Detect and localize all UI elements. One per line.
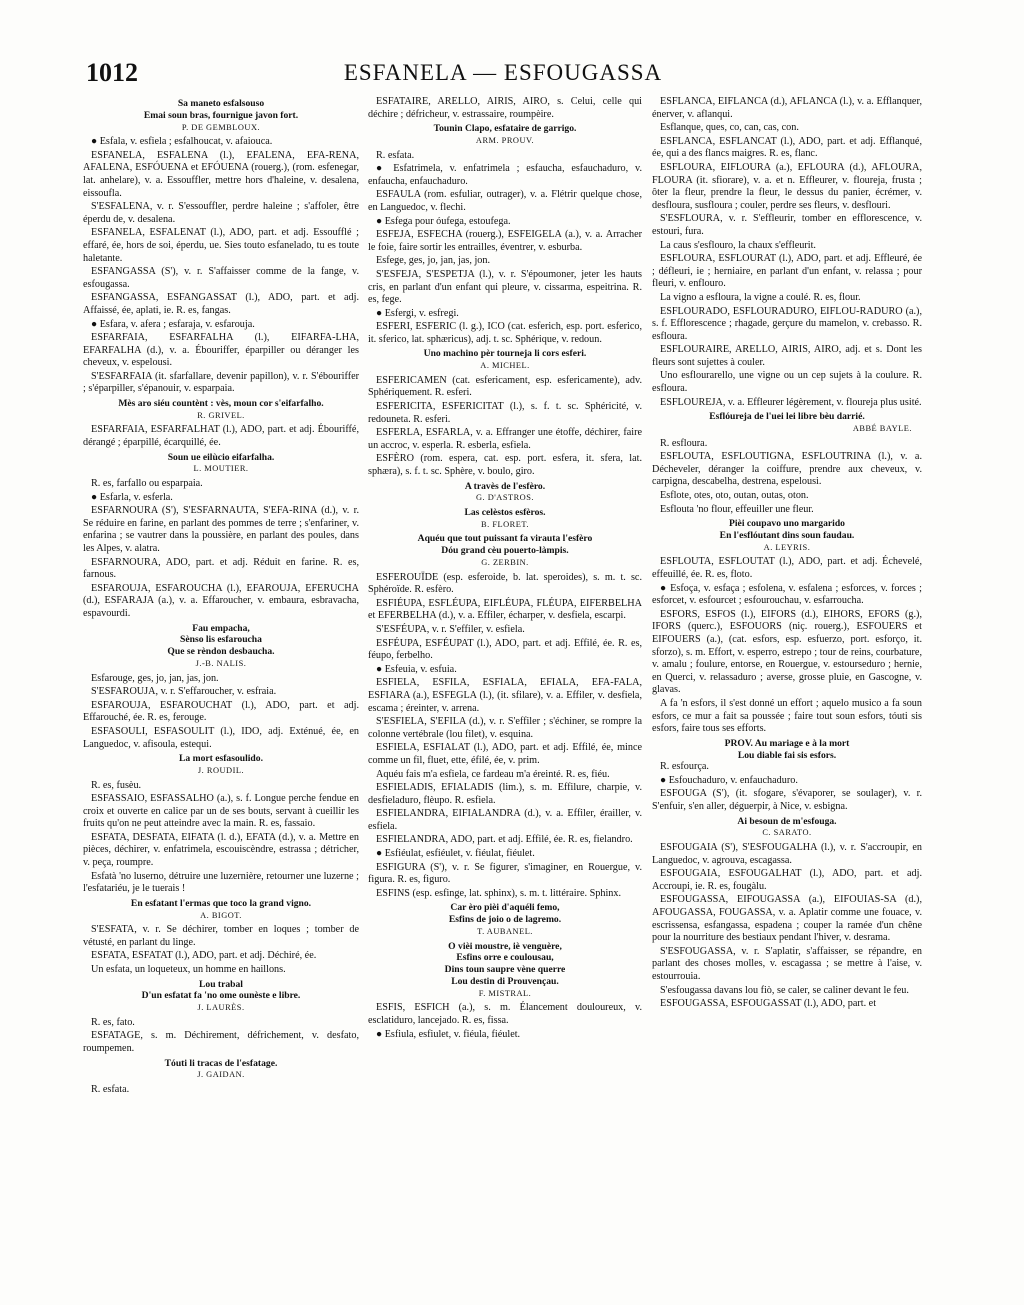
verse-line: En esfatant l'ermas que toco la grand vigno. bbox=[130, 897, 312, 909]
quotation-verse bbox=[83, 1058, 359, 1070]
entry-paragraph: ESFAROUJA, ESFAROUCHAT (l.), ADO, part. et adj. Effarouché, ée. R. es, ferouge. bbox=[83, 699, 359, 724]
verse-line: Soun ue eilùcio eifarfalha. bbox=[167, 451, 275, 463]
entry-paragraph: R. esfata. bbox=[91, 1083, 130, 1095]
verse-line: Pièi coupavo uno margarido bbox=[729, 518, 845, 530]
verse-line: En l'esflóutant dins soun faudau. bbox=[719, 530, 855, 541]
column-right bbox=[652, 96, 922, 1256]
entry-paragraph: ESFERI, ESFERIC (l. g.), ICO (cat. esferich, esp. port. esferico, it. sferico, lat. sphæricus), adj. t. sc. Sphérique, v. redoun. bbox=[368, 321, 642, 345]
quotation-verse bbox=[368, 507, 642, 519]
entry-paragraph: ESFERICITA, ESFERICITAT (l.), s. f. t. sc. Sphéricité, v. redouneta. R. esferi. bbox=[368, 401, 642, 425]
entry-paragraph: ● Esfarla, v. esferla. bbox=[91, 491, 173, 503]
verse-line: Sènso lis esfaroucha bbox=[180, 634, 262, 646]
entry-paragraph: A fa 'n esfors, il s'est donné un effort ; aquelo musico a fa soun esfors, ce mur a fait sa poussée ; faire tout soun esfors, tóuti sis esfors, faire tous ses efforts. bbox=[652, 697, 922, 735]
quotation-source: ARM. PROUV. bbox=[475, 135, 535, 145]
entry-paragraph: ESFERICAMEN (cat. esfericament, esp. esfericamente), adv. Sphériquement. R. esferi. bbox=[368, 374, 642, 399]
entry-paragraph: Esfarouge, ges, jo, jan, jas, jon. bbox=[91, 672, 219, 684]
entry-paragraph: ESFARNOURA (S'), S'ESFARNAUTA, S'EFA-RINA (d.), v. r. Se réduire en farine, en parlant des pommes de terre ; s'enfariner, v. enfarina ; se vautrer dans la poussière, en parlant des poules, dans les Alpes, v. alatra. bbox=[83, 505, 359, 554]
entry-paragraph: ● Esfatrimela, v. enfatrimela ; esfaucha, esfauchaduro, v. enfaucha, enfauchaduro. bbox=[368, 163, 642, 187]
entry-paragraph: Esflanque, ques, co, can, cas, con. bbox=[660, 122, 799, 134]
quotation-source: J.-B. NALIS. bbox=[195, 658, 247, 668]
entry-paragraph: ESFATAIRE, ARELLO, AIRIS, AIRO, s. Celui, celle qui déchire ; défricheur, v. estrassaire, roumpèire. bbox=[368, 96, 642, 120]
quotation-source: P. DE GEMBLOUX. bbox=[181, 122, 261, 132]
quotation-source: R. GRIVEL. bbox=[197, 410, 245, 420]
entry-paragraph: ESFANELA, ESFALENAT (l.), ADO, part. et adj. Essoufflé ; effaré, ée, hors de soi, éperdu, ue. Sies touto esfanelado, tu es toute haletante. bbox=[83, 227, 359, 264]
entry-paragraph: ESFASOULI, ESFASOULIT (l.), IDO, adj. Exténué, ée, en Languedoc, v. afisoula, estequi. bbox=[83, 725, 359, 750]
entry-paragraph: S'ESFATA, v. r. Se déchirer, tomber en loques ; tomber de vétusté, en parlant du linge. bbox=[83, 924, 359, 948]
quotation-source: C. SARATO. bbox=[762, 828, 812, 838]
quotation-verse bbox=[83, 398, 359, 410]
entry-paragraph: S'ESFALENA, v. r. S'essouffler, perdre haleine ; s'affoler, être éperdu de, v. desalena. bbox=[83, 201, 359, 225]
verse-line: Esfins de joio o de lagremo. bbox=[448, 914, 562, 926]
quotation-source: A. BIGOT. bbox=[200, 910, 242, 920]
entry-paragraph: ESFERLA, ESFARLA, v. a. Effranger une étoffe, déchirer, faire un accroc, v. esperla. R. esberla, esfiela. bbox=[368, 427, 642, 451]
entry-paragraph: R. esfourça. bbox=[660, 761, 709, 773]
entry-paragraph: ESFLOURAIRE, ARELLO, AIRIS, AIRO, adj. et s. Dont les fleurs sont sujettes à couler. bbox=[652, 344, 922, 368]
verse-line: Sa maneto esfalsouso bbox=[177, 98, 265, 109]
entry-paragraph: R. es, fusèu. bbox=[91, 779, 142, 791]
entry-paragraph: ● Esfiula, esfiulet, v. fiéula, fiéulet. bbox=[376, 1028, 521, 1040]
quotation-source: J. LAURÈS. bbox=[197, 1003, 245, 1013]
verse-line: Tóuti li tracas de l'esfatage. bbox=[164, 1057, 278, 1069]
entry-paragraph: ● Esfouchaduro, v. enfauchaduro. bbox=[660, 774, 798, 786]
verse-line: Lou diable fai sis esfors. bbox=[737, 749, 837, 761]
entry-paragraph: ESFLOUREJA, v. a. Effleurer légèrement, v. floureja plus usité. bbox=[660, 396, 922, 408]
quotation-verse bbox=[83, 898, 359, 910]
verse-line: Uno machino pèr tourneja li cors esferi. bbox=[423, 348, 587, 360]
quotation-verse bbox=[652, 411, 922, 423]
quotation-verse bbox=[83, 623, 359, 658]
entry-paragraph: S'ESFARFAIA (it. sfarfallare, devenir papillon), v. r. S'ébouriffer ; s'éparpiller, s'épanouir, v. esparpaia. bbox=[83, 370, 359, 395]
entry-paragraph: ESFLOUTA, ESFLOUTIGNA, ESFLOUTRINA (l.), v. a. Décheveler, déranger la coiffure, prendre aux cheveux, v. carpigna, descabelha, destrena, espelousi. bbox=[652, 451, 922, 488]
entry-paragraph: ESFOUGAIA, ESFOUGALHAT (l.), ADO, part. et adj. Accroupi, ie. R. es, fougàlu. bbox=[652, 868, 922, 892]
entry-paragraph: S'ESFAROUJA, v. r. S'effaroucher, v. esfraia. bbox=[91, 686, 277, 698]
entry-paragraph: ESFINS (esp. esfinge, lat. sphinx), s. m. t. littéraire. Sphinx. bbox=[376, 887, 622, 899]
entry-paragraph: Aquéu fais m'a esfiela, ce fardeau m'a éreinté. R. es, fiéu. bbox=[376, 768, 610, 780]
entry-paragraph: ESFANGASSA, ESFANGASSAT (l.), ADO, part. et adj. Affaissé, ée, aplati, ie. R. es, fangas. bbox=[83, 292, 359, 316]
quotation-verse bbox=[652, 816, 922, 828]
entry-paragraph: ● Esfega pour óufega, estoufega. bbox=[376, 215, 511, 227]
entry-paragraph: Esfege, ges, jo, jan, jas, jon. bbox=[376, 255, 491, 267]
entry-paragraph: La vigno a esfloura, la vigne a coulé. R. es, flour. bbox=[660, 291, 861, 303]
verse-line: Dóu grand cèu pouerto-làmpis. bbox=[441, 545, 569, 557]
quotation-verse bbox=[83, 98, 359, 122]
entry-paragraph: ESFATAGE, s. m. Déchirement, défrichement, v. desfato, roumpemen. bbox=[83, 1030, 359, 1054]
entry-paragraph: R. esfata. bbox=[376, 149, 415, 161]
quotation-source: J. GAIDAN. bbox=[197, 1070, 245, 1080]
entry-paragraph: S'ESFLOURA, v. r. S'effleurir, tomber en efflorescence, v. estouri, fura. bbox=[652, 213, 922, 237]
entry-paragraph: ESFEJA, ESFECHA (rouerg.), ESFEIGELA (a.), v. a. Arracher le foie, faire sortir les entrailles, éventrer, v. esburba. bbox=[368, 229, 642, 253]
entry-paragraph: ESFIÉUPA, ESFLÉUPA, EIFLÉUPA, FLÉUPA, EIFERBELHA et EFERBELHA (d.), v. a. Effiler, écharper, v. desfiela, escarpi. bbox=[368, 597, 642, 622]
entry-paragraph: La caus s'esflouro, la chaux s'effleurit. bbox=[660, 239, 816, 251]
verse-line: Esfins orre e coulousau, bbox=[456, 952, 554, 964]
entry-paragraph: ● Esfiéulat, esfiéulet, v. fiéulat, fiéulet. bbox=[376, 848, 535, 860]
quotation-source: A. MICHEL. bbox=[480, 361, 530, 371]
entry-paragraph: ESFARFAIA, ESFARFALHA (l.), EIFARFA-LHA, EFARFALHA (d.), v. a. Ébouriffer, éparpiller ou déranger les cheveux, v. espelousi. bbox=[83, 332, 359, 369]
verse-line: Emai soun bras, fournigue javon fort. bbox=[143, 109, 299, 121]
entry-paragraph: ESFOUGASSA, ESFOUGASSAT (l.), ADO, part. et bbox=[660, 998, 877, 1010]
verse-line: La mort esfasoulido. bbox=[179, 753, 263, 765]
entry-paragraph: Esflouta 'no flour, effeuiller une fleur. bbox=[660, 503, 814, 515]
entry-paragraph: ESFIELA, ESFILA, ESFIALA, EFIALA, EFA-FALA, ESFIARA (a.), ESFEGLA (l.), (it. sfilare), v. a. Effiler, v. desfiela, escama ; éreinter, v. arrena. bbox=[368, 677, 642, 714]
verse-line: Car èro pièi d'aquéli femo, bbox=[450, 902, 560, 914]
verse-line: Ai besoun de m'esfouga. bbox=[737, 815, 837, 827]
entry-paragraph: ESFARNOURA, ADO, part. et adj. Réduit en farine. R. es, farnous. bbox=[83, 556, 359, 581]
entry-paragraph: ESFIELADIS, EFIALADIS (lim.), s. m. Effilure, charpie, v. desfieladuro, flèupo. R. esfiela. bbox=[368, 782, 642, 806]
quotation-source: J. ROUDIL. bbox=[197, 765, 245, 775]
entry-paragraph: S'ESFEJA, S'ESPETJA (l.), v. r. S'époumoner, jeter les hauts cris, en parlant d'un enfant qui pleure, v. cissarma, espeitrina. R. es, fege. bbox=[368, 268, 642, 306]
verse-line: D'un esfatat fa 'no ome ounèste e libre. bbox=[141, 990, 301, 1002]
entry-paragraph: ESFIELANDRA, ADO, part. et adj. Effilé, ée. R. es, fielandro. bbox=[376, 834, 633, 846]
entry-paragraph: ESFIS, ESFICH (a.), s. m. Élancement douloureux, v. esclatiduro, lancejado. R. es, fissa. bbox=[368, 1002, 642, 1026]
entry-paragraph: ESFLANCA, ESFLANCAT (l.), ADO, part. et adj. Efflanqué, ée, qui a des flancs maigres. R. es, flanc. bbox=[652, 135, 922, 160]
quotation-source: F. MISTRAL. bbox=[478, 988, 532, 998]
verse-line: Que se rèndon desbaucha. bbox=[167, 646, 275, 658]
entry-paragraph: ESFASSAIO, ESFASSALHO (a.), s. f. Longue perche fendue en croix et ouverte en calice par un de ses bouts, servant à cueillir les fruits qu'on ne peut atteindre avec la main. R. es, fassaio. bbox=[83, 793, 359, 830]
entry-paragraph: R. es, fato. bbox=[91, 1016, 135, 1028]
entry-paragraph: ESFLANCA, EIFLANCA (d.), AFLANCA (l.), v. a. Efflanquer, énerver, v. aflanqui. bbox=[652, 96, 922, 120]
entry-paragraph: S'ESFÉUPA, v. r. S'effiler, v. esfiela. bbox=[376, 623, 525, 635]
entry-paragraph: Esfatà 'no luserno, détruire une luzernière, retourner une luzerne ; l'esfatariéu, je le tuerais ! bbox=[83, 870, 359, 895]
quotation-source: G. D'ASTROS. bbox=[475, 493, 534, 503]
quotation-source: B. FLORET. bbox=[481, 519, 529, 529]
entry-paragraph: Un esfata, un loqueteux, un homme en haillons. bbox=[91, 964, 286, 976]
entry-paragraph: R. esfloura. bbox=[660, 437, 708, 449]
entry-paragraph: ESFATA, DESFATA, EIFATA (l. d.), EFATA (d.), v. a. Mettre en pièces, déchirer, v. enfatrimela, escouiscèndre, estrassa ; détricher, v. peça, roumpre. bbox=[83, 831, 359, 869]
entry-paragraph: ESFLOURA, EIFLOURA (a.), EFLOURA (d.), AFLOURA, FLOURA (it. sfiorare), v. a. et n. Effleurer, v. floureja, frusta ; ôter la fleur, prendre la fleur, le dessus du panier, écrémer, v. desfloura, susfloura ; couler, perdre ses fleurs, v. desflouri. bbox=[652, 161, 922, 211]
verse-line: Mès aro siéu countènt : vès, moun cor s'eifarfalho. bbox=[118, 398, 324, 410]
verse-line: PROV. Au mariage e à la mort bbox=[724, 737, 850, 749]
entry-paragraph: ● Esfara, v. afera ; esfaraja, v. esfarouja. bbox=[91, 318, 255, 330]
verse-line: Tounin Clapo, esfataire de garrigo. bbox=[433, 123, 577, 135]
quotation-verse bbox=[83, 979, 359, 1003]
entry-paragraph: ● Esfergi, v. esfregi. bbox=[376, 307, 459, 319]
quotation-verse bbox=[368, 533, 642, 557]
quotation-verse bbox=[368, 481, 642, 493]
verse-line: Dins toun saupre vène querre bbox=[444, 964, 566, 976]
entry-paragraph: ● Esfoça, v. esfaça ; esfolena, v. esfalena ; esforces, v. forces ; esforcet, v. esfourcet ; esfourouchau, v. esfarroucha. bbox=[652, 582, 922, 607]
quotation-verse bbox=[368, 941, 642, 988]
verse-line: Aquéu que tout puissant fa virauta l'esfèro bbox=[417, 533, 593, 545]
entry-paragraph: ESFIELANDRA, EIFIALANDRA (d.), v. a. Effiler, érailler, v. esfiela. bbox=[368, 808, 642, 832]
entry-paragraph: R. es, farfallo ou esparpaia. bbox=[91, 478, 203, 490]
entry-paragraph: ESFAROUJA, ESFAROUCHA (l.), EFAROUJA, EFERUCHA (d.), ESFARAJA (a.), v. a. Effaroucher, v. embaura, esbravacha, espavourdi. bbox=[83, 582, 359, 619]
verse-line: Lou trabal bbox=[199, 978, 243, 990]
entry-paragraph: ESFEROUÏDE (esp. esferoide, b. lat. speroides), s. m. t. sc. Sphéroïde. R. esfèro. bbox=[368, 571, 642, 596]
entry-paragraph: ESFÉUPA, ESFÉUPAT (l.), ADO, part. et adj. Effilé, ée. R. es, féupo, ferbelho. bbox=[368, 637, 642, 662]
entry-paragraph: S'ESFIELA, S'EFILA (d.), v. r. S'effiler ; s'échiner, se rompre la colonne vertébrale (lou filet), v. esquina. bbox=[368, 716, 642, 740]
running-title: ESFANELA — ESFOUGASSA bbox=[343, 60, 663, 85]
quotation-source: L. MOUTIER. bbox=[193, 464, 249, 474]
column-middle bbox=[368, 96, 642, 1256]
entry-paragraph: ● Esfeuia, v. esfuia. bbox=[376, 663, 457, 675]
verse-line: Lou destin di Prouvençau. bbox=[451, 976, 559, 988]
page-number: 1012 bbox=[86, 58, 138, 87]
verse-line: Esflóureja de l'uei lei libre bèu darrié. bbox=[709, 411, 865, 423]
verse-line: A travès de l'esfèro. bbox=[464, 480, 546, 492]
quotation-source: ABBÉ BAYLE. bbox=[852, 424, 912, 434]
verse-line: O vièi moustre, iè venguère, bbox=[448, 940, 562, 952]
quotation-verse bbox=[368, 902, 642, 926]
entry-paragraph: ESFLOUTA, ESFLOUTAT (l.), ADO, part. et adj. Échevelé, effeuillé, ée. R. es, floto. bbox=[652, 556, 922, 580]
entry-paragraph: ESFLOURA, ESFLOURAT (l.), ADO, part. et adj. Effleuré, ée ; défleuri, ie ; herniaire, en parlant d'un enfant, v. relassa ; pour fleuri, v. enflouro. bbox=[652, 253, 922, 290]
entry-paragraph: ESFAULA (rom. esfuliar, outrager), v. a. Flétrir quelque chose, en Languedoc, v. flechi. bbox=[368, 189, 642, 213]
entry-paragraph: ESFORS, ESFOS (l.), EIFORS (d.), EIHORS, EFORS (g.), IFORS (querc.), ESFOUORS (niç. rouerg.), ESFOUERS et EIFOUERS (a.), (cat. esfors, esp. esfuerzo, port. esforço, it. sforzo), s. m. Effort, v. esperro, estrepo ; tour de reins, courbature, v. amalu ; foulure, entorse, en Rouergue, v. estourseduro ; hernie, en Querci, v. relassaduro ; averse, grosse pluie, en Gascogne, v. glavas. bbox=[652, 608, 922, 696]
quotation-source: T. AUBANEL. bbox=[477, 927, 533, 937]
entry-paragraph: S'ESFOUGASSA, v. r. S'aplatir, s'affaisser, se répandre, en parlant des choses molles, v. escagassa ; se mettre à l'aise, v. estourrouia. bbox=[652, 945, 922, 982]
entry-paragraph: S'esfougassa davans lou fiò, se caler, se caliner devant le feu. bbox=[660, 984, 909, 996]
entry-paragraph: Esflote, otes, oto, outan, outas, oton. bbox=[660, 490, 809, 502]
entry-paragraph: Uno esflourarello, une vigne ou un cep sujets à la coulure. R. esfloura. bbox=[652, 370, 922, 395]
column-left bbox=[83, 96, 359, 1256]
entry-paragraph: ESFIGURA (S'), v. r. Se figurer, s'imaginer, en Rouergue, v. figura. R. es, figuro. bbox=[368, 861, 642, 886]
entry-paragraph: ESFOUGASSA, EIFOUGASSA (a.), EIFOUIAS-SA (d.), AFOUGASSA, FOUGASSA, v. a. Aplatir comme une fouace, v. escrissensa, esfangassa, espadena ; couper la ramée d'un chêne pour la nourriture des bestiaux pendant l'hiver, v. desrama. bbox=[652, 894, 922, 944]
quotation-verse bbox=[652, 738, 922, 762]
quotation-verse bbox=[652, 518, 922, 542]
page-header bbox=[86, 58, 920, 94]
entry-paragraph: ESFANELA, ESFALENA (l.), EFALENA, EFA-RENA, AFALENA, ESFÓUENA et EFÓUENA (rouerg.), (rom. esfenegar, lat. anhelare), v. a. Essouffler, mettre hors d'haleine, v. desalena, eissoufla. bbox=[83, 149, 359, 199]
entry-paragraph: ESFÈRO (rom. espera, cat. esp. port. esfera, it. sfera, lat. sphæra), s. f. t. sc. Sphère, v. boulo, giro. bbox=[368, 453, 642, 478]
quotation-verse bbox=[83, 753, 359, 765]
quotation-verse bbox=[83, 452, 359, 464]
quotation-verse bbox=[368, 348, 642, 360]
entry-paragraph: ESFLOURADO, ESFLOURADURO, EIFLOU-RADURO (a.), s. f. Efflorescence ; rhagade, gerçure du mamelon, v. crebasso. R. esfloura. bbox=[652, 305, 922, 342]
entry-paragraph: ● Esfala, v. esfiela ; esfalhoucat, v. afaiouca. bbox=[91, 136, 273, 148]
entry-paragraph: ESFANGASSA (S'), v. r. S'affaisser comme de la fange, v. esfougassa. bbox=[83, 266, 359, 290]
quotation-source: G. ZERBIN. bbox=[481, 558, 529, 567]
quotation-verse bbox=[368, 123, 642, 135]
entry-paragraph: ESFARFAIA, ESFARFALHAT (l.), ADO, part. et adj. Ébouriffé, dérangé ; éparpillé, écarquillé, ée. bbox=[83, 424, 359, 449]
entry-paragraph: ESFIELA, ESFIALAT (l.), ADO, part. et adj. Effilé, ée, mince comme un fil, fluet, ette, éfilé, ée, v. prim. bbox=[368, 742, 642, 766]
quotation-source: A. LEYRIS. bbox=[763, 542, 811, 552]
entry-paragraph: ESFATA, ESFATAT (l.), ADO, part. et adj. Déchiré, ée. bbox=[91, 950, 317, 962]
entry-paragraph: ESFOUGA (S'), (it. sfogare, s'évaporer, se soulager), v. r. S'enfuir, s'en aller, déguerpir, à Nice, v. esbigna. bbox=[652, 788, 922, 813]
verse-line: Las celèstos esfèros. bbox=[464, 507, 546, 519]
entry-paragraph: ESFOUGAIA (S'), S'ESFOUGALHA (l.), v. r. S'accroupir, en Languedoc, v. agrouva, escagassa. bbox=[652, 842, 922, 866]
verse-line: Fau empacha, bbox=[192, 622, 250, 634]
